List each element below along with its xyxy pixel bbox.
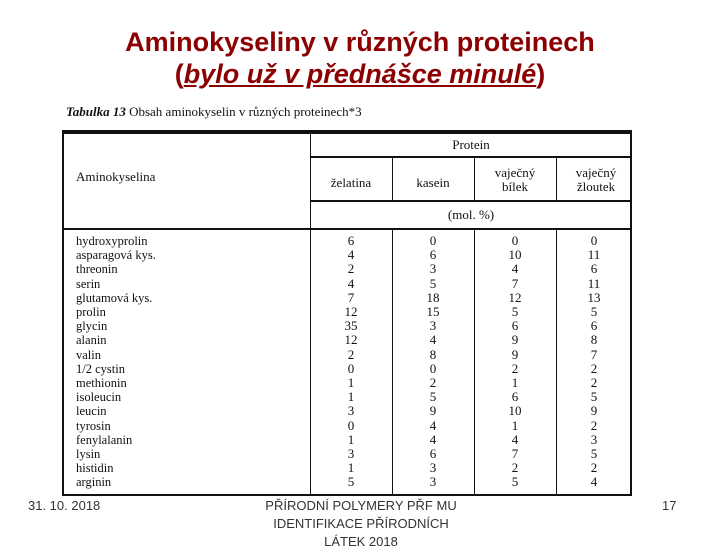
- row-value-cell: 12: [344, 332, 358, 348]
- footer-page-number: 17: [662, 498, 677, 513]
- row-amino-acid-name: valin: [76, 347, 101, 362]
- row-value-cell: 2: [590, 417, 598, 433]
- row-amino-acid-name: prolin: [76, 305, 106, 319]
- divider-col-3-header: [556, 156, 557, 200]
- table-top-rule: [64, 132, 630, 134]
- header-gelatin: želatina: [330, 175, 372, 190]
- row-amino-acid-name: methionin: [76, 376, 127, 390]
- row-value-cell: 9: [590, 403, 598, 419]
- row-value-cell: 7: [347, 289, 355, 305]
- row-value-cell: 11: [587, 247, 601, 263]
- row-value-cell: 4: [347, 247, 355, 263]
- row-value-cell: 7: [511, 446, 519, 461]
- amino-acid-table: [62, 130, 632, 496]
- row-value-cell: 4: [429, 417, 437, 433]
- row-value-cell: 3: [429, 474, 437, 490]
- row-value-cell: 0: [511, 233, 519, 248]
- row-amino-acid-name: glycin: [76, 319, 108, 334]
- row-value-cell: 4: [347, 275, 355, 291]
- row-value-cell: 6: [590, 261, 598, 277]
- row-amino-acid-name: glutamová kys.: [76, 290, 153, 305]
- row-value-cell: 18: [426, 289, 440, 305]
- row-value-cell: 2: [590, 460, 598, 476]
- row-value-cell: 6: [429, 446, 437, 461]
- row-value-cell: 3: [347, 446, 355, 461]
- subtitle-underlined-text: bylo už v přednášce minulé: [183, 59, 537, 89]
- footer-course: PŘÍRODNÍ POLYMERY PŘF MU IDENTIFIKACE PŘÍRODNÍCH LÁTEK 2018: [265, 498, 457, 549]
- subtitle-close-paren: ): [536, 59, 546, 89]
- row-value-cell: 5: [429, 275, 437, 291]
- row-value-cell: 4: [511, 261, 519, 277]
- row-amino-acid-name: threonin: [76, 262, 118, 277]
- row-value-cell: 5: [347, 474, 355, 490]
- row-value-cell: 13: [587, 289, 601, 305]
- row-value-cell: 2: [347, 261, 355, 277]
- header-egg-white: vaječný bílek: [494, 165, 536, 194]
- row-value-cell: 9: [511, 346, 519, 362]
- row-value-cell: 1: [347, 431, 355, 447]
- header-bottom-rule: [64, 228, 630, 230]
- row-value-cell: 3: [429, 261, 437, 277]
- row-value-cell: 2: [590, 375, 598, 390]
- row-amino-acid-name: leucin: [76, 404, 107, 419]
- header-egg-yolk: vaječný žloutek: [575, 165, 617, 194]
- table-caption: [66, 104, 362, 120]
- row-value-cell: 10: [508, 247, 522, 263]
- row-value-cell: 8: [590, 332, 598, 348]
- row-amino-acid-name: arginin: [76, 475, 112, 490]
- row-value-cell: 4: [590, 474, 598, 490]
- row-value-cell: 3: [590, 431, 598, 447]
- row-value-cell: 5: [429, 389, 437, 405]
- column-header-rule: [310, 200, 630, 202]
- row-amino-acid-name: tyrosin: [76, 418, 111, 433]
- row-amino-acid-name: serin: [76, 276, 101, 291]
- row-value-cell: 6: [590, 318, 598, 334]
- row-value-cell: 0: [429, 233, 437, 248]
- divider-col-2: [474, 228, 475, 494]
- row-value-cell: 2: [590, 360, 598, 376]
- row-value-cell: 0: [429, 360, 437, 376]
- row-amino-acid-name: isoleucin: [76, 390, 122, 405]
- header-casein: kasein: [416, 175, 450, 190]
- row-value-cell: 3: [429, 318, 437, 334]
- slide-title: Aminokyseliny v různých proteinech: [125, 27, 595, 57]
- row-amino-acid-name: asparagová kys.: [76, 248, 156, 263]
- row-amino-acid-name: lysin: [76, 447, 101, 461]
- row-value-cell: 6: [347, 233, 355, 248]
- footer-date: 31. 10. 2018: [28, 498, 101, 513]
- row-value-cell: 1: [347, 460, 355, 476]
- row-value-cell: 8: [429, 346, 437, 362]
- row-value-cell: 6: [511, 389, 519, 405]
- row-value-cell: 5: [511, 474, 519, 490]
- row-value-cell: 2: [511, 360, 519, 376]
- row-value-cell: 5: [590, 446, 598, 461]
- row-value-cell: 2: [429, 375, 437, 390]
- row-value-cell: 3: [429, 460, 437, 476]
- row-value-cell: 9: [511, 332, 519, 348]
- row-value-cell: 2: [511, 460, 519, 476]
- slide-subtitle: [0, 57, 720, 91]
- row-value-cell: 4: [511, 431, 519, 447]
- row-value-cell: 15: [426, 304, 440, 319]
- row-value-cell: 6: [429, 247, 437, 263]
- divider-col-1: [392, 228, 393, 494]
- header-protein: Protein: [452, 137, 490, 152]
- row-value-cell: 0: [347, 360, 355, 376]
- row-amino-acid-name: fenylalanin: [76, 432, 133, 447]
- row-amino-acid-name: 1/2 cystin: [76, 361, 125, 376]
- row-value-cell: 1: [511, 375, 519, 390]
- row-value-cell: 0: [347, 417, 355, 433]
- subtitle-open-paren: (: [174, 59, 184, 89]
- row-value-cell: 1: [347, 389, 355, 405]
- row-value-cell: 0: [590, 233, 598, 248]
- row-value-cell: 12: [344, 304, 358, 319]
- row-value-cell: 1: [511, 417, 519, 433]
- row-value-cell: 10: [508, 403, 522, 419]
- row-amino-acid-name: hydroxyprolin: [76, 234, 148, 248]
- row-value-cell: 5: [590, 389, 598, 405]
- row-value-cell: 12: [508, 289, 522, 305]
- row-value-cell: 5: [590, 304, 598, 319]
- row-value-cell: 4: [429, 431, 437, 447]
- row-value-cell: 1: [347, 375, 355, 390]
- row-value-cell: 7: [511, 275, 519, 291]
- divider-col-3: [556, 228, 557, 494]
- divider-col-2-header: [474, 156, 475, 200]
- row-value-cell: 5: [511, 304, 519, 319]
- row-value-cell: 35: [344, 318, 358, 334]
- table-caption-lead: Tabulka 13: [66, 104, 126, 119]
- protein-group-rule: [310, 156, 630, 158]
- row-value-cell: 2: [347, 346, 355, 362]
- row-value-cell: 4: [429, 332, 437, 348]
- table-caption-text: Obsah aminokyselin v různých proteinech*3: [129, 104, 362, 119]
- header-unit: (mol. %): [447, 207, 495, 222]
- row-amino-acid-name: histidin: [76, 461, 114, 476]
- row-value-cell: 9: [429, 403, 437, 419]
- row-value-cell: 11: [587, 275, 601, 291]
- row-value-cell: 7: [590, 346, 598, 362]
- row-value-cell: 6: [511, 318, 519, 334]
- row-amino-acid-name: alanin: [76, 333, 107, 348]
- header-amino-acid: Aminokyselina: [76, 169, 156, 184]
- row-value-cell: 3: [347, 403, 355, 419]
